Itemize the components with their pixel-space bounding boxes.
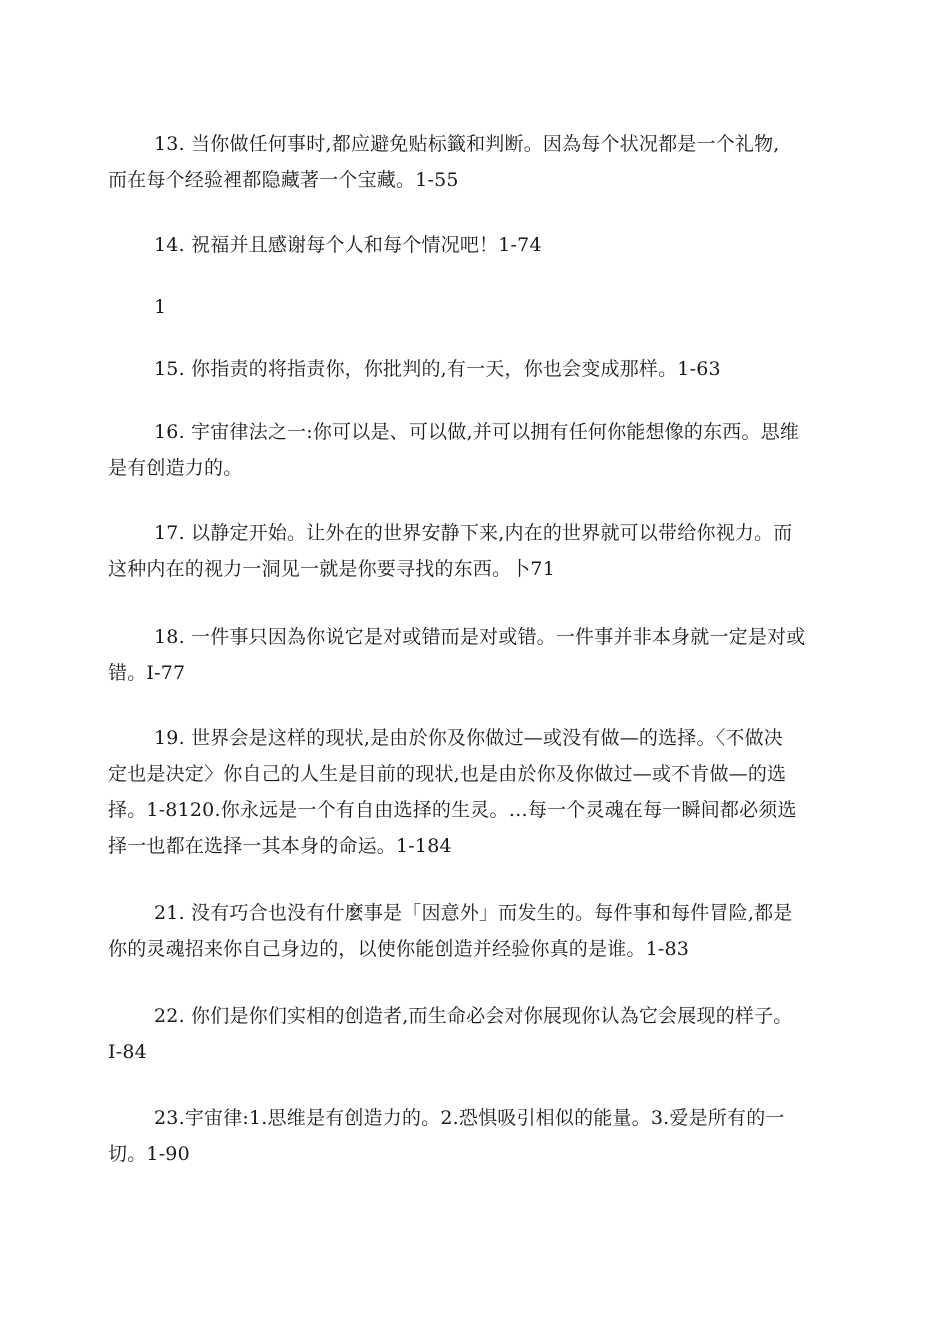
paragraph-line: 17. 以静定开始。让外在的世界安静下来,内在的世界就可以带给你视力。而 bbox=[154, 522, 793, 544]
paragraph-line: 1 bbox=[154, 296, 167, 318]
paragraph-17 bbox=[108, 515, 848, 587]
paragraph-line: 18. 一件事只因為你说它是对或错而是对或错。一件事并非本身就一定是对或 bbox=[154, 626, 806, 648]
paragraph-13 bbox=[108, 126, 848, 198]
paragraph-line: 你的灵魂招来你自己身边的，以使你能创造并经验你真的是谁。1-83 bbox=[108, 938, 690, 960]
paragraph-16 bbox=[108, 414, 848, 486]
paragraph-line: 这种内在的视力一洞见一就是你要寻找的东西。卜71 bbox=[108, 558, 555, 580]
paragraph-19 bbox=[108, 720, 848, 864]
paragraph-line: 13. 当你做任何事时,都应避免贴标籤和判断。因為每个状况都是一个礼物, bbox=[154, 133, 780, 155]
paragraph-line: 23.宇宙律:1.思维是有创造力的。2.恐惧吸引相似的能量。3.爱是所有的一 bbox=[154, 1107, 785, 1129]
paragraph-21 bbox=[108, 895, 848, 967]
paragraph-line: 22. 你们是你们实相的创造者,而生命必会对你展现你认為它会展现的样子。 bbox=[154, 1005, 793, 1027]
paragraph-line: 19. 世界会是这样的现状,是由於你及你做过—或没有做—的选择。〈不做决 bbox=[154, 727, 783, 749]
paragraph-line: 15. 你指责的将指责你，你批判的,有一天，你也会变成那样。1-63 bbox=[154, 358, 721, 380]
paragraph-14 bbox=[108, 227, 848, 263]
paragraph-line: 择。1-8120.你永远是一个有自由选择的生灵。…每一个灵魂在每一瞬间都必须选 bbox=[108, 799, 797, 821]
paragraph-22 bbox=[108, 998, 848, 1070]
paragraph-line: 16. 宇宙律法之一:你可以是、可以做,并可以拥有任何你能想像的东西。思维 bbox=[154, 421, 800, 443]
paragraph-line: 是有创造力的。 bbox=[108, 457, 243, 479]
paragraph-line: 而在每个经验裡都隐藏著一个宝藏。1-55 bbox=[108, 169, 459, 191]
paragraph-line: 14. 祝福并且感谢每个人和每个情况吧！1-74 bbox=[154, 234, 542, 256]
paragraph-line: 择一也都在选择一其本身的命运。1-184 bbox=[108, 835, 452, 857]
paragraph-23 bbox=[108, 1100, 848, 1172]
paragraph-line: I-84 bbox=[108, 1041, 147, 1063]
stray-page-number bbox=[108, 289, 848, 325]
paragraph-line: 切。1-90 bbox=[108, 1143, 190, 1165]
paragraph-line: 21. 没有巧合也没有什麼事是「因意外」而发生的。每件事和每件冒险,都是 bbox=[154, 902, 793, 924]
paragraph-line: 定也是决定〉你自己的人生是目前的现状,也是由於你及你做过—或不肯做—的选 bbox=[108, 763, 787, 785]
paragraph-15 bbox=[108, 351, 848, 387]
paragraph-line: 错。I-77 bbox=[108, 662, 186, 684]
paragraph-18 bbox=[108, 619, 848, 691]
